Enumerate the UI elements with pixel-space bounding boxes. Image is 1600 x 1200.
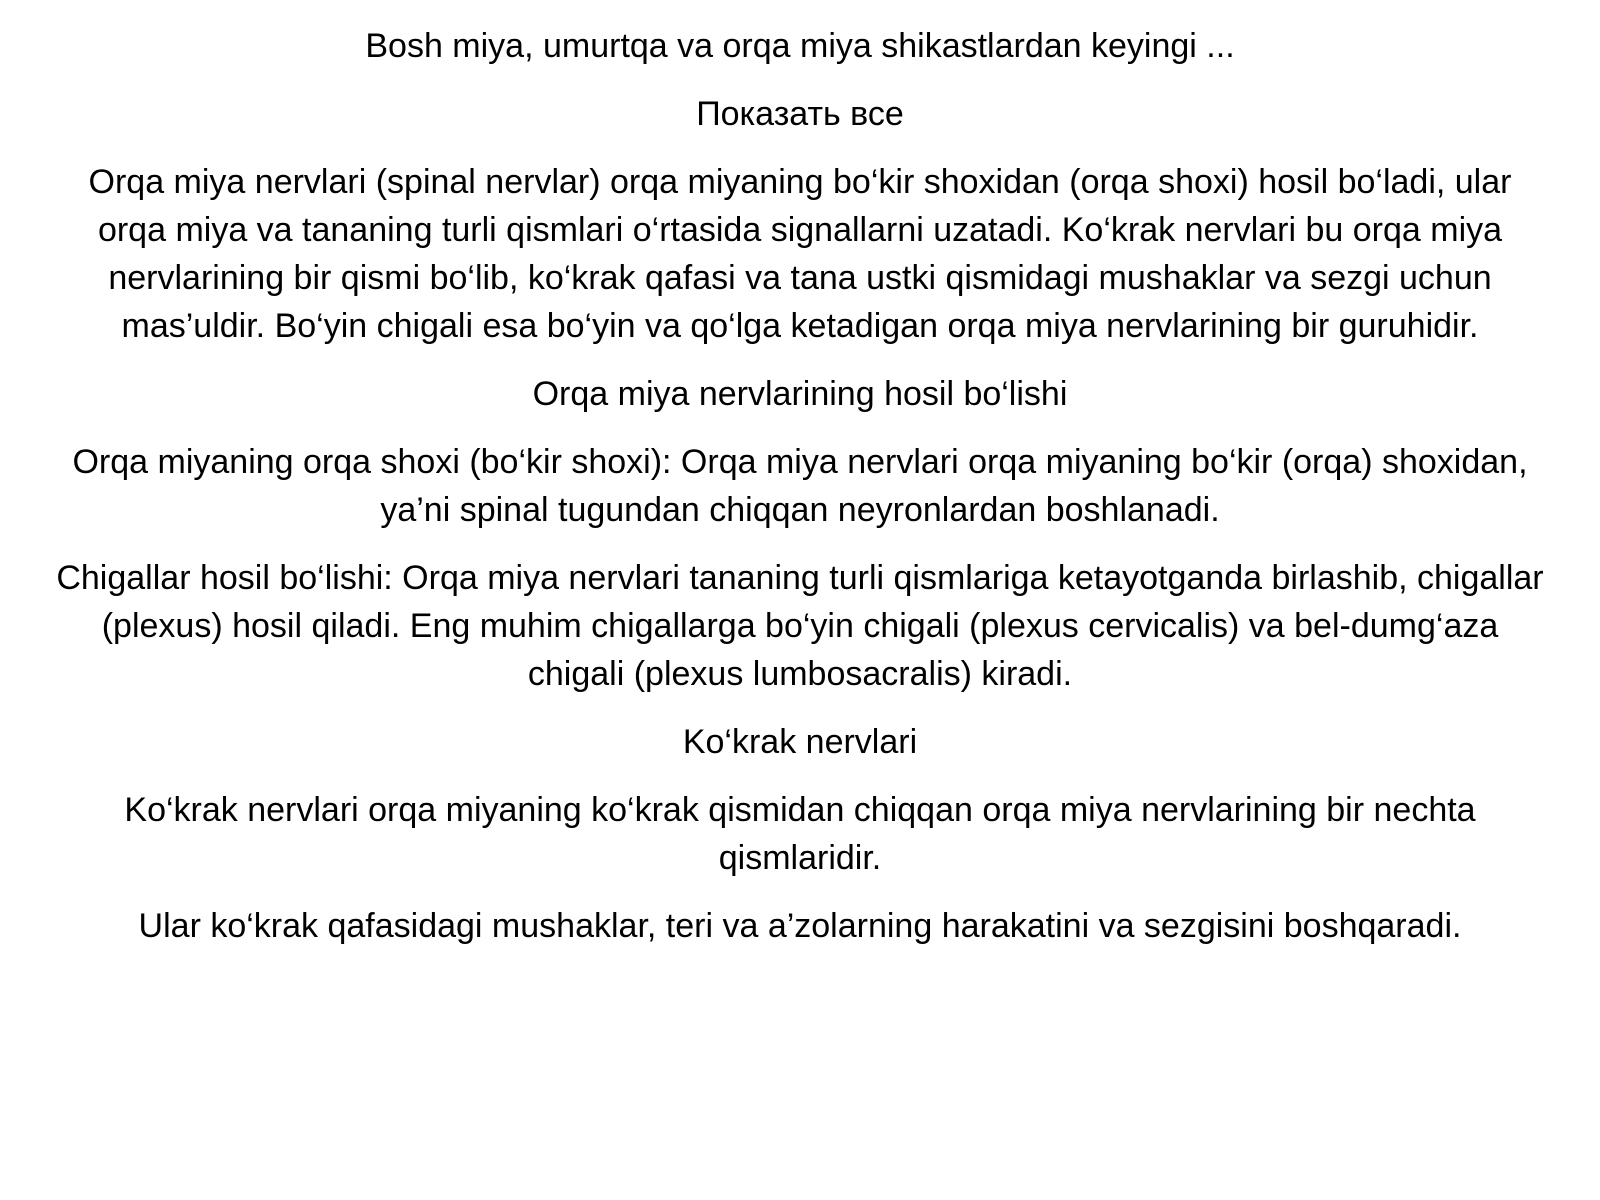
paragraph-plexus: Chigallar hosil bo‘lishi: Orqa miya nervlari tananing turli qismlariga ketayotganda birlashib, chigallar (plexus) hosil qiladi. Eng muhim chigallarga bo‘yin chigali (plexus cervicalis) va bel-dumg‘aza chigali (plexus lumbosacralis) kiradi. <box>56 559 1544 693</box>
paragraph-dorsal-horn: Orqa miyaning orqa shoxi (bo‘kir shoxi): Orqa miya nervlari orqa miyaning bo‘kir (orqa) shoxidan, ya’ni spinal tugundan chiqqan neyronlardan boshlanadi. <box>72 443 1528 529</box>
section-heading-thoracic: Ko‘krak nervlari <box>682 723 918 761</box>
paragraph-thoracic-function: Ular ko‘krak qafasidagi mushaklar, teri va a’zolarning harakatini va sezgisini boshqaradi. <box>138 907 1462 945</box>
paragraph-intro: Orqa miya nervlari (spinal nervlar) orqa miyaning bo‘kir shoxidan (orqa shoxi) hosil bo‘ladi, ular orqa miya va tananing turli qismlari o‘rtasida signallarni uzatadi. Ko‘krak nervlari bu orqa miya nervlarining bir qismi bo‘lib, ko‘krak qafasi va tana ustki qismidagi mushaklar va sezgi uchun mas’uldir. Bo‘yin chigali esa bo‘yin va qo‘lga ketadigan orqa miya nervlarining bir guruhidir. <box>88 163 1512 345</box>
section-heading-formation: Orqa miya nervlarining hosil bo‘lishi <box>532 375 1068 413</box>
paragraph-thoracic-origin: Ko‘krak nervlari orqa miyaning ko‘krak qismidan chiqqan orqa miya nervlarining bir nechta qismlaridir. <box>124 791 1476 877</box>
show-all-link[interactable]: Показать все <box>696 95 904 133</box>
page-title: Bosh miya, umurtqa va orqa miya shikastlardan keyingi ... <box>365 27 1235 65</box>
